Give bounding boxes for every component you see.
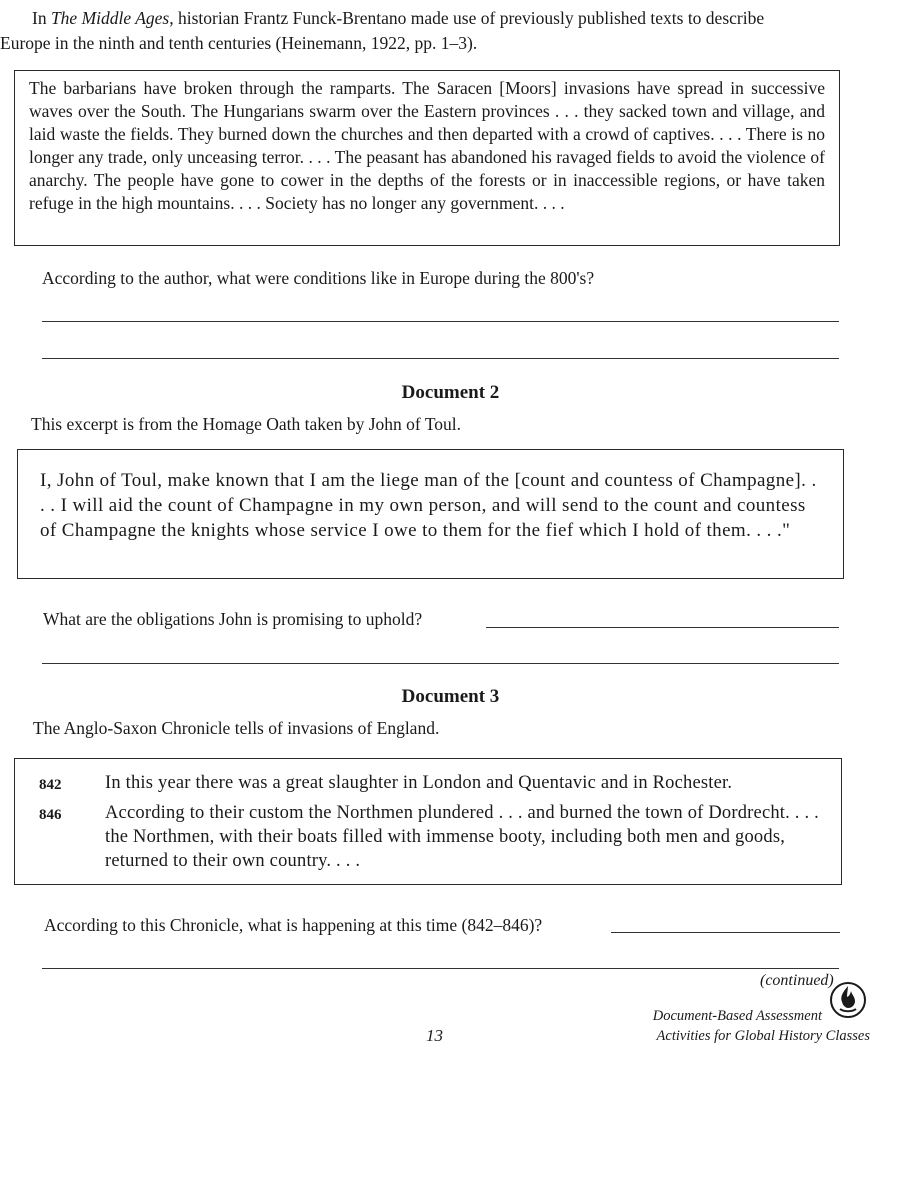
doc2-answer-line-1[interactable] xyxy=(486,627,839,628)
book-title: The Middle Ages, xyxy=(50,8,174,28)
doc2-question: What are the obligations John is promising to uphold? xyxy=(43,609,423,629)
doc3-question: According to this Chronicle, what is happening at this time (842–846)? xyxy=(44,915,543,935)
chronicle-text: According to their custom the Northmen plundered . . . and burned the town of Dordrecht. . . . the Northmen, with their boats filled with immense booty, including both men and goods, returned to their own country. . . . xyxy=(105,803,819,871)
doc1-question: According to the author, what were conditions like in Europe during the 800's? xyxy=(42,268,595,288)
publication-title-line-1: Document-Based Assessment xyxy=(652,1008,822,1024)
publication-title-line-2: Activities for Global History Classes xyxy=(656,1028,870,1044)
intro-text-end: historian Frantz Funck-Brentano made use of previously published texts to describe xyxy=(173,8,765,28)
doc2-heading: Document 2 xyxy=(401,382,500,403)
doc2-excerpt: I, John of Toul, make known that I am the liege man of the [count and countess of Champagne]. . . . I will aid the count of Champagne in my own person, and will send to the count and countess of Champagne the knights whose service I owe to them for the fief which I hold of them. . . ." xyxy=(40,470,817,541)
page-number: 13 xyxy=(426,1026,443,1045)
intro-line-2: Europe in the ninth and tenth centuries (Heinemann, 1922, pp. 1–3). xyxy=(0,33,478,53)
doc2-description: This excerpt is from the Homage Oath taken by John of Toul. xyxy=(31,414,462,434)
doc1-answer-line-2[interactable] xyxy=(42,358,839,359)
chronicle-year: 846 xyxy=(39,807,62,823)
doc1-answer-line-1[interactable] xyxy=(42,321,839,322)
chronicle-text: In this year there was a great slaughter in London and Quentavic and in Rochester. xyxy=(105,773,733,793)
doc1-excerpt-box xyxy=(14,70,840,246)
intro-paragraph xyxy=(0,6,895,56)
flame-logo-icon xyxy=(828,980,868,1020)
doc2-answer-line-2[interactable] xyxy=(42,663,839,664)
doc3-description: The Anglo-Saxon Chronicle tells of invasions of England. xyxy=(33,718,440,738)
doc2-excerpt-box xyxy=(17,449,844,579)
chronicle-entry xyxy=(39,801,827,873)
intro-text-start: In xyxy=(32,8,51,28)
continued-label: (continued) xyxy=(760,972,834,989)
doc3-answer-line-1[interactable] xyxy=(611,932,840,933)
chronicle-year: 842 xyxy=(39,777,62,793)
chronicle-entry xyxy=(39,771,827,797)
doc3-heading: Document 3 xyxy=(401,686,500,707)
doc3-chronicle-box xyxy=(14,758,842,885)
doc3-answer-line-2[interactable] xyxy=(42,968,839,969)
doc1-excerpt: The barbarians have broken through the ramparts. The Saracen [Moors] invasions have spread in successive waves over the South. The Hungarians swarm over the Eastern provinces . . . they sacked town and village, and laid waste the fields. They burned down the churches and then departed with a crowd of captives. . . . There is no longer any trade, only unceasing terror. . . . The peasant has abandoned his ravaged fields to avoid the violence of anarchy. The people have gone to cower in the depths of the forests or in inaccessible regions, or have taken refuge in the high mountains. . . . Society has no longer any government. . . . xyxy=(29,78,825,213)
